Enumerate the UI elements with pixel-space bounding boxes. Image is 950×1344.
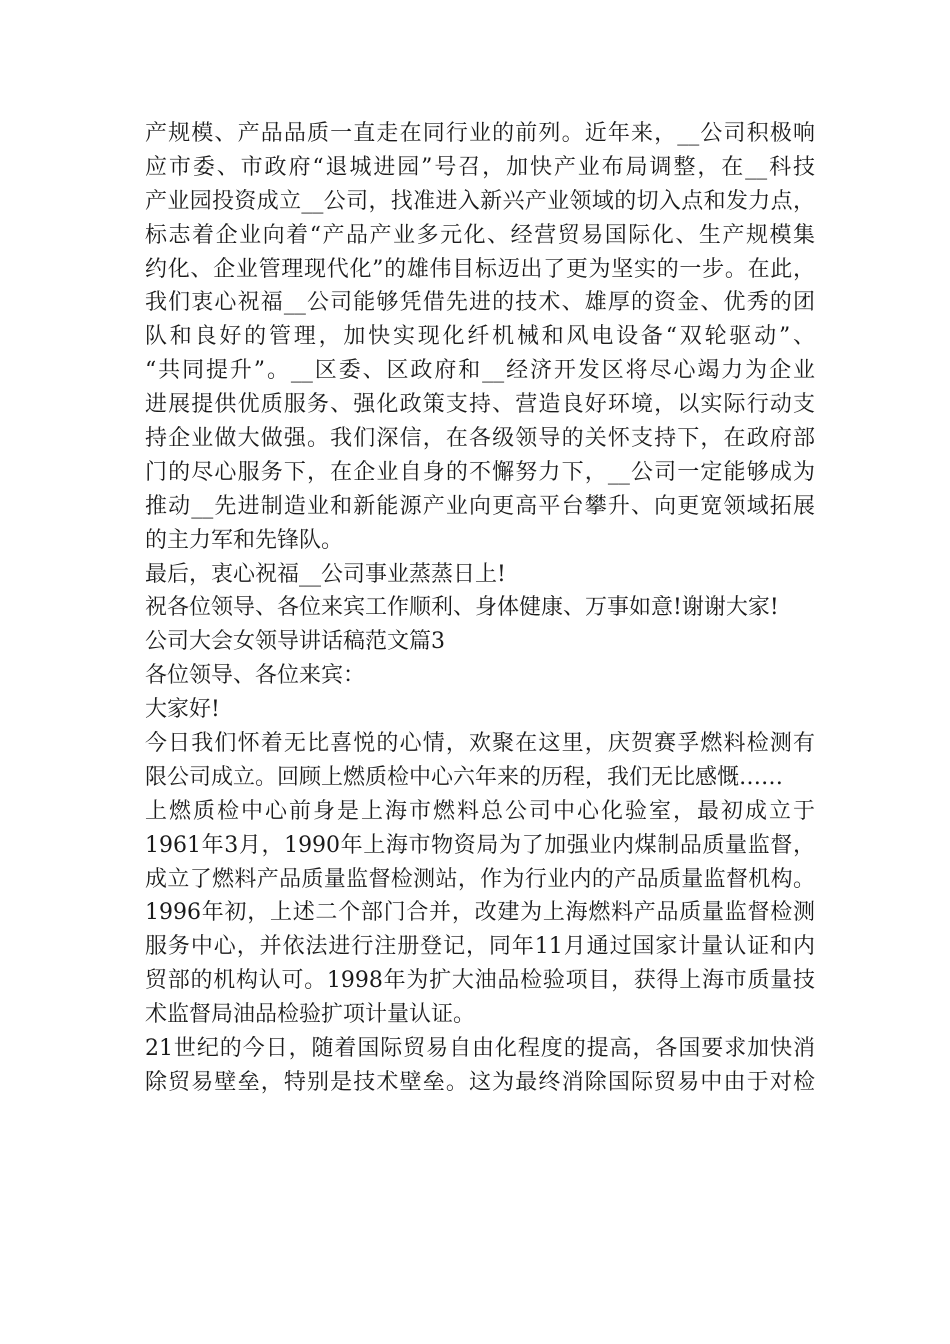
text-line: 约化、企业管理现代化”的雄伟目标迈出了更为坚实的一步。在此，: [145, 256, 815, 282]
text-line: 我们衷心祝福__公司能够凭借先进的技术、雄厚的资金、优秀的团: [145, 290, 815, 316]
greeting: 大家好!: [145, 697, 220, 723]
text-line: 标志着企业向着“产品产业多元化、经营贸易国际化、生产规模集: [145, 222, 815, 248]
text-line: 贸部的机构认可。1998年为扩大油品检验项目，获得上海市质量技: [145, 968, 815, 994]
text-line: 今日我们怀着无比喜悦的心情，欢聚在这里，庆贺赛孚燃料检测有: [145, 731, 815, 757]
text-line: 除贸易壁垒，特别是技术壁垒。这为最终消除国际贸易中由于对检: [145, 1069, 815, 1095]
document-body: [145, 117, 815, 1100]
text-line: 1996年初，上述二个部门合并，改建为上海燃料产品质量监督检测: [145, 900, 815, 926]
text-line: 成立了燃料产品质量监督检测站，作为行业内的产品质量监督机构。: [145, 866, 815, 892]
text-line: 服务中心，并依法进行注册登记，同年11月通过国家计量认证和内: [145, 934, 815, 960]
text-line: 应市委、市政府“退城进园”号召，加快产业布局调整，在__科技: [145, 154, 815, 180]
text-line: 的主力军和先锋队。: [145, 527, 344, 553]
text-line: 上燃质检中心前身是上海市燃料总公司中心化验室，最初成立于: [145, 798, 815, 824]
section-heading: 公司大会女领导讲话稿范文篇3: [145, 629, 445, 655]
salutation: 各位领导、各位来宾：: [145, 663, 366, 689]
text-line: 1961年3月，1990年上海市物资局为了加强业内煤制品质量监督，: [145, 832, 815, 858]
text-line: 门的尽心服务下，在企业自身的不懈努力下，__公司一定能够成为: [145, 459, 815, 485]
text-line: 最后，衷心祝福__公司事业蒸蒸日上!: [145, 561, 506, 587]
text-line: 祝各位领导、各位来宾工作顺利、身体健康、万事如意!谢谢大家!: [145, 595, 779, 621]
text-line: 持企业做大做强。我们深信，在各级领导的关怀支持下，在政府部: [145, 426, 815, 452]
text-line: 队和良好的管理，加快实现化纤机械和风电设备“双轮驱动”、: [145, 324, 815, 350]
text-line: 21世纪的今日，随着国际贸易自由化程度的提高，各国要求加快消: [145, 1036, 815, 1062]
text-line: 限公司成立。回顾上燃质检中心六年来的历程，我们无比感慨……: [145, 764, 784, 790]
text-line: 产业园投资成立__公司，找准进入新兴产业领域的切入点和发力点，: [145, 188, 815, 214]
text-line: 产规模、产品品质一直走在同行业的前列。近年来，__公司积极响: [145, 121, 815, 146]
text-line: 术监督局油品检验扩项计量认证。: [145, 1002, 476, 1028]
text-line: 推动__先进制造业和新能源产业向更高平台攀升、向更宽领域拓展: [145, 493, 815, 519]
text-line: “共同提升”。__区委、区政府和__经济开发区将尽心竭力为企业: [145, 358, 815, 384]
text-line: 进展提供优质服务、强化政策支持、营造良好环境，以实际行动支: [145, 392, 815, 418]
